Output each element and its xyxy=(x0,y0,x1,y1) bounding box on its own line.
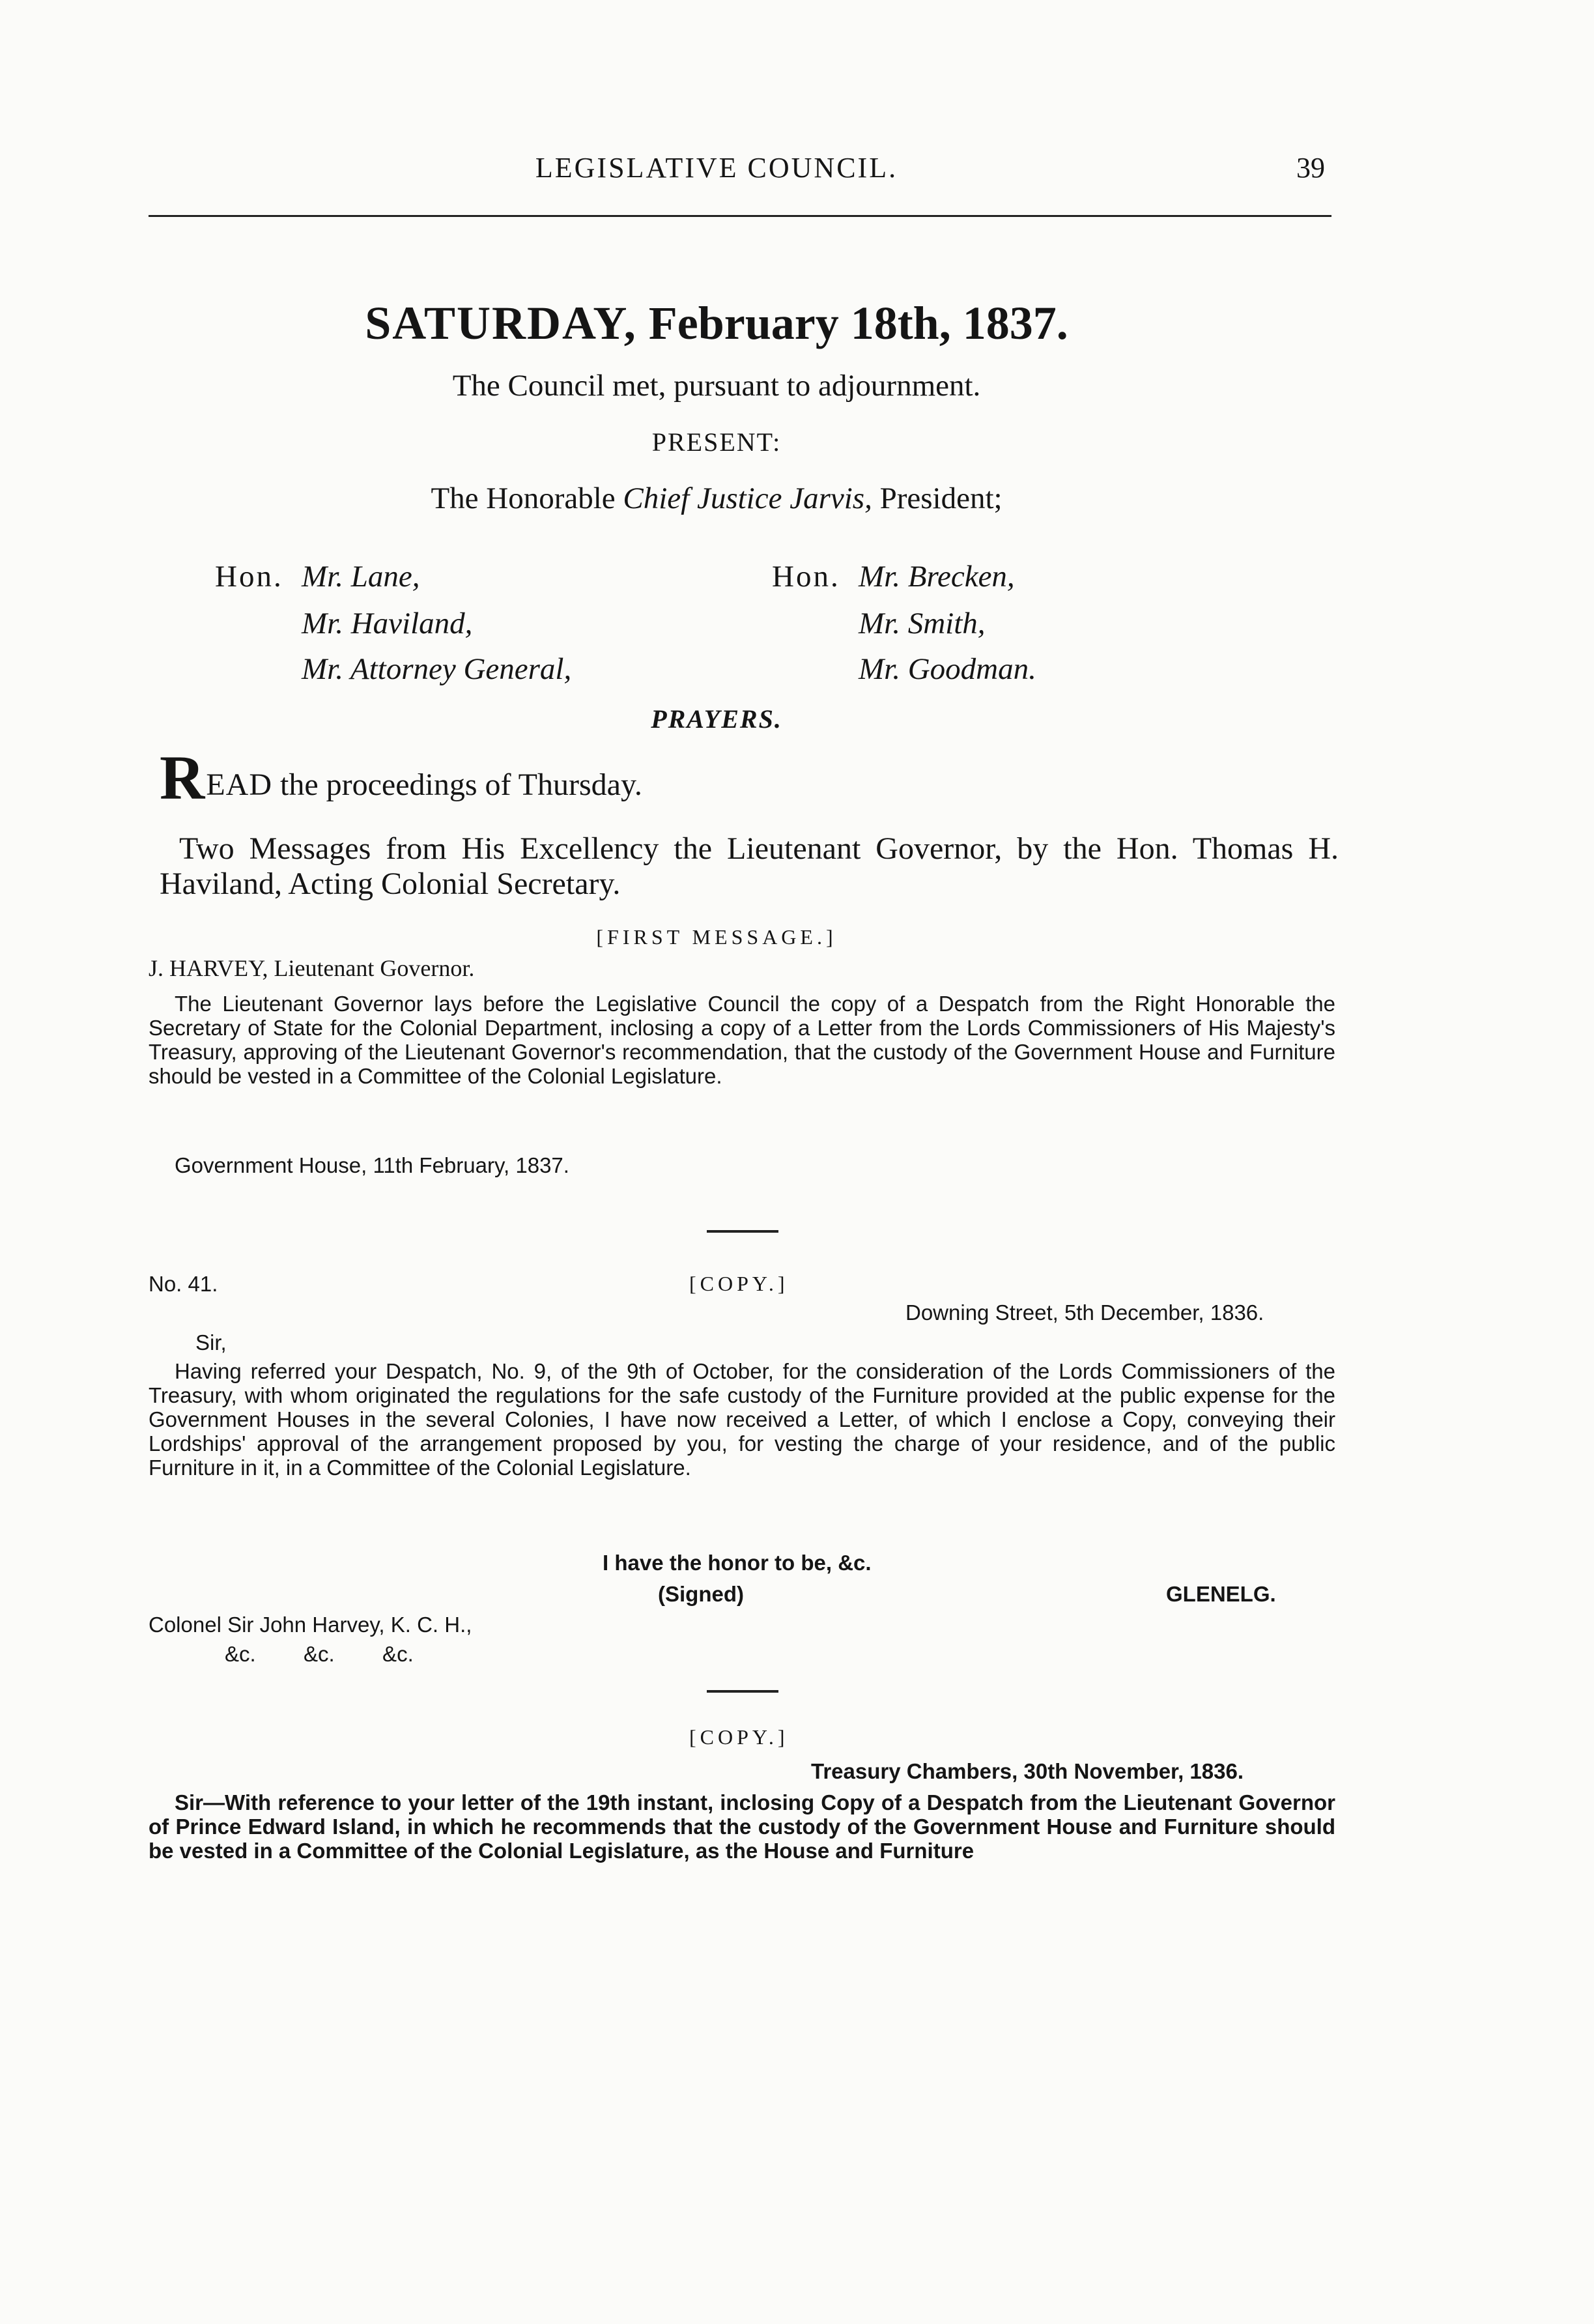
member-left-1: Mr. Lane, xyxy=(302,560,420,594)
member-left-2: Mr. Haviland, xyxy=(302,607,473,640)
page-number: 39 xyxy=(1296,152,1325,184)
first-message-signature: J. HARVEY, Lieutenant Governor. xyxy=(149,955,475,981)
hon-label-right: Hon. xyxy=(772,560,840,594)
prayers-heading: PRAYERS. xyxy=(651,704,782,734)
read-caps: EAD xyxy=(206,767,272,802)
section-divider-2 xyxy=(707,1690,778,1693)
header-rule xyxy=(149,215,1331,217)
read-proceedings xyxy=(160,741,642,814)
member-right-1: Mr. Brecken, xyxy=(859,560,1015,594)
first-message-label: [FIRST MESSAGE.] xyxy=(596,925,837,949)
despatch-addressee: Colonel Sir John Harvey, K. C. H., xyxy=(149,1613,472,1637)
first-message-dateline: Government House, 11th February, 1837. xyxy=(175,1153,569,1177)
messages-intro: Two Messages from His Excellency the Lieutenant Governor, by the Hon. Thomas H. Haviland, Acting Colonial Secretary. xyxy=(160,831,1339,901)
read-rest: the proceedings of Thursday. xyxy=(272,767,642,802)
date-rest: February 18th, 1837. xyxy=(648,297,1068,349)
president-line xyxy=(0,481,1433,516)
despatch-signer: GLENELG. xyxy=(1166,1582,1276,1606)
despatch-salutation: Sir, xyxy=(195,1330,227,1355)
despatch-body: Having referred your Despatch, No. 9, of the 9th of October, for the consideration of the Lords Commissioners of the Treasury, with whom originated the regulations for the safe custody of the Furniture provided at the public expense for the Government Houses in the several Colonies, I have now received a Letter, of which I enclose a Copy, conveying their Lordships' approval of the arrangement proposed by you, for vesting the charge of your residence, and of the public Furniture in it, in a Committee of the Colonial Legislature. xyxy=(149,1359,1335,1480)
first-message-body: The Lieutenant Governor lays before the Legislative Council the copy of a Despatch from the Right Honorable the Secretary of State for the Colonial Department, inclosing a copy of a Letter from the Lords Commissioners of His Majesty's Treasury, approving of the Lieutenant Governor's recommendation, that the custody of the Government House and Furniture should be vested in a Committee of the Colonial Legislature. xyxy=(149,992,1335,1088)
treasury-body: Sir—With reference to your letter of the 19th instant, inclosing Copy of a Despatch from the Lieutenant Governor of Prince Edward Island, in which he recommends that the custody of the Government House and Furniture should be vested in a Committee of the Colonial Legislature, as the House and Furniture xyxy=(149,1790,1335,1863)
member-right-2: Mr. Smith, xyxy=(859,607,986,640)
member-left-3: Mr. Attorney General, xyxy=(302,652,572,686)
despatch-signed: (Signed) xyxy=(658,1582,744,1606)
despatch-closing: I have the honor to be, &c. xyxy=(603,1551,872,1575)
date-weekday: SATURDAY, xyxy=(365,297,637,349)
member-right-3: Mr. Goodman. xyxy=(859,652,1036,686)
president-name: Chief Justice Jarvis, xyxy=(623,481,872,515)
despatch-dateline: Downing Street, 5th December, 1836. xyxy=(905,1300,1264,1325)
despatch-number: No. 41. xyxy=(149,1272,218,1296)
despatch-addressee-etc: &c. &c. &c. xyxy=(225,1642,414,1666)
treasury-copy-label: [COPY.] xyxy=(689,1725,789,1749)
hon-label-left: Hon. xyxy=(215,560,283,594)
despatch-copy-label: [COPY.] xyxy=(689,1272,789,1295)
president-suffix: President; xyxy=(879,481,1003,515)
drop-cap: R xyxy=(160,743,205,812)
running-head-title: LEGISLATIVE COUNCIL. xyxy=(535,152,898,184)
president-prefix: The Honorable xyxy=(431,481,616,515)
treasury-dateline: Treasury Chambers, 30th November, 1836. xyxy=(811,1759,1244,1783)
present-label: PRESENT: xyxy=(651,427,782,457)
date-heading xyxy=(0,296,1433,351)
council-met-line: The Council met, pursuant to adjournment. xyxy=(452,369,981,403)
section-divider-1 xyxy=(707,1230,778,1233)
